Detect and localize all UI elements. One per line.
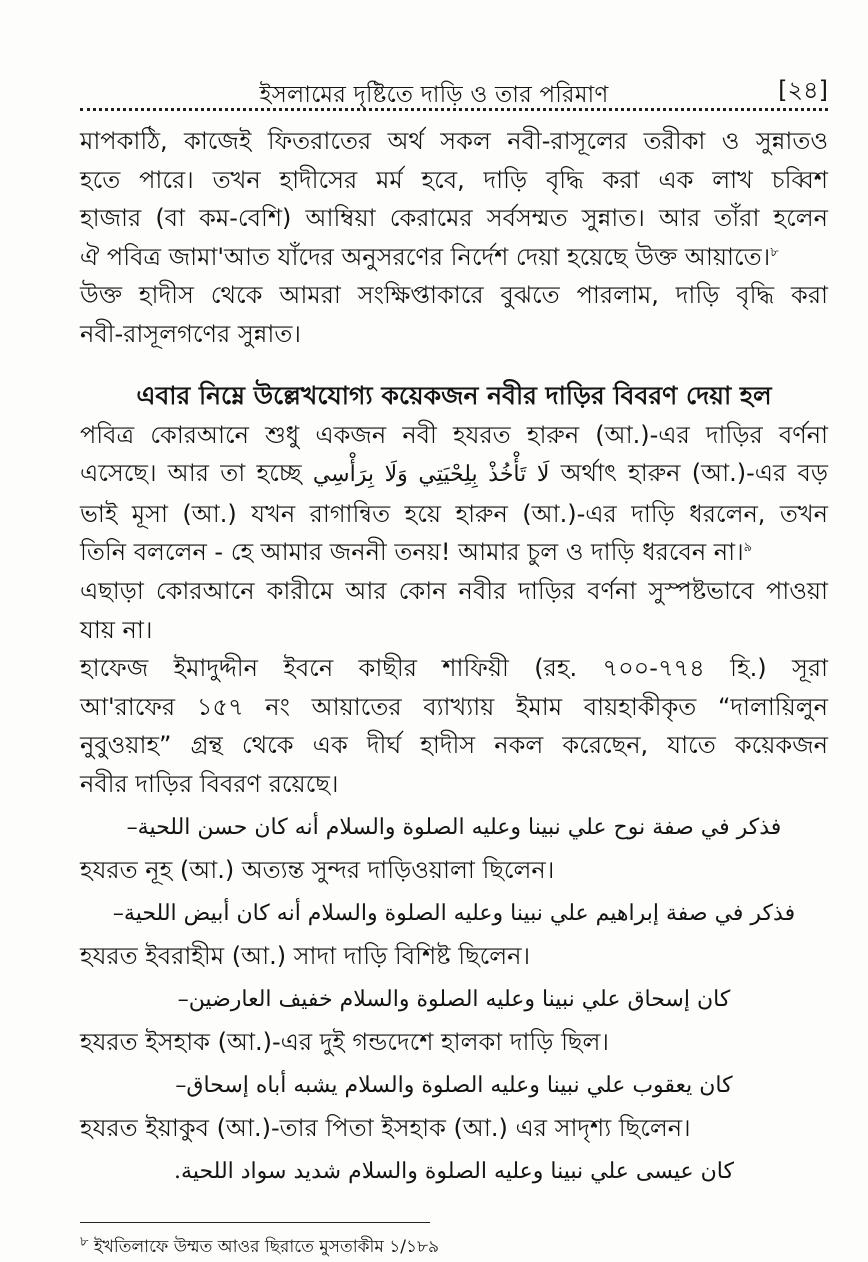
quote-translation: হযরত ইসহাক (আ.)-এর দুই গন্ডদেশে হালকা দাড়ি ছিল।: [80, 1027, 609, 1056]
text-line: এছাড়া কোরআনে কারীমে আর কোন নবীর দাড়ির বর্ণনা সুস্পষ্টভাবে পাওয়া: [80, 576, 828, 605]
text-segment: এসেছে। আর তা হচ্ছে: [80, 459, 302, 488]
text-line: নুবুওয়াহ” গ্রন্থ থেকে এক দীর্ঘ হাদীস নকল করেছেন, যাতে কয়েকজন: [80, 731, 828, 760]
text-line: নবীর দাড়ির বিবরণ রয়েছে।: [80, 769, 339, 798]
text-line: উক্ত হাদীস থেকে আমরা সংক্ষিপ্তাকারে বুঝতে পারলাম, দাড়ি বৃদ্ধি করা: [80, 281, 828, 310]
footnote-mark: ৮: [80, 1234, 89, 1250]
text-line: [80, 238, 828, 277]
page-number: [২৪]: [778, 76, 828, 104]
text-line-with-arabic: [80, 454, 828, 495]
text-line: নবী-রাসূলগণের সুন্নাত।: [80, 319, 301, 348]
quote-translation: হযরত ইবরাহীম (আ.) সাদা দাড়ি বিশিষ্ট ছিলেন।: [80, 941, 531, 970]
page-header: [80, 68, 828, 110]
quran-quote: لَا تَأْخُذْ بِلِحْيَتِي وَلَا بِرَأْسِي: [312, 462, 550, 488]
text-line-content: ঐ পবিত্র জামা'আত যাঁদের অনুসরণের নির্দেশ দেয়া হয়েছে উক্ত আয়াতে।: [80, 242, 771, 271]
paragraph-3: [80, 416, 828, 572]
paragraph-2: [80, 276, 828, 353]
text-line: হাফেজ ইমাদুদ্দীন ইবনে কাছীর শাফিয়ী (রহ. ৭০০-৭৭৪ হি.) সূরা: [80, 654, 828, 683]
text-line-content: তিনি বললেন - হে আমার জননী তনয়! আমার চুল ও দাড়ি ধরবেন না।: [80, 538, 744, 567]
footnote-text: ইখতিলাফে উম্মত আওর ছিরাতে মুসতাকীম ১/১৮৯: [93, 1237, 440, 1257]
text-line: [80, 533, 828, 572]
paragraph-1: [80, 122, 828, 276]
arabic-quote: كان عيسى علي نبينا وعليه الصلوة والسلام شديد سواد اللحية.: [174, 1158, 734, 1184]
arabic-quote: فذكر في صفة إبراهيم علي نبينا وعليه الصلوة والسلام أنه كان أبيض اللحية–: [112, 900, 796, 926]
footnote-rule: [80, 1222, 430, 1223]
arabic-quote: كان يعقوب علي نبينا وعليه الصلوة والسلام يشبه أباه إسحاق–: [175, 1072, 733, 1098]
arabic-quote: فذكر في صفة نوح علي نبينا وعليه الصلوة والسلام أنه كان حسن اللحية–: [126, 814, 782, 840]
section-heading: এবার নিম্নে উল্লেখযোগ্য কয়েকজন নবীর দাড়ির বিবরণ দেয়া হল: [136, 380, 772, 410]
quote-4: [80, 1064, 828, 1148]
arabic-quote: كان إسحاق علي نبينا وعليه الصلوة والسلام خفيف العارضين–: [177, 986, 731, 1012]
quote-2: [80, 892, 828, 976]
text-line: আ'রাফের ১৫৭ নং আয়াতের ব্যাখ্যায় ইমাম বায়হাকীকৃত “দালায়িলুন: [80, 692, 828, 721]
text-line: হাজার (বা কম-বেশি) আম্বিয়া কেরামের সর্বসম্মত সুন্নাত। আর তাঁরা হলেন: [80, 204, 828, 233]
quote-5: [80, 1150, 828, 1194]
quote-3: [80, 978, 828, 1062]
quote-translation: হযরত ইয়াকুব (আ.)-তার পিতা ইসহাক (আ.) এর সাদৃশ্য ছিলেন।: [80, 1113, 691, 1142]
text-line: ভাই মূসা (আ.) যখন রাগান্বিত হয়ে হারুন (আ.)-এর দাড়ি ধরলেন, তখন: [80, 499, 828, 528]
text-line: পবিত্র কোরআনে শুধু একজন নবী হযরত হারুন (আ.)-এর দাড়ির বর্ণনা: [80, 420, 828, 449]
paragraph-4: [80, 572, 828, 649]
header-dotted-rule: [80, 108, 828, 111]
text-segment: অর্থাৎ হারুন (আ.)-এর বড়: [560, 459, 828, 488]
quote-1: [80, 806, 828, 890]
footnote-reference: ৮: [770, 244, 779, 260]
paragraph-5: [80, 649, 828, 803]
running-title: ইসলামের দৃষ্টিতে দাড়ি ও তার পরিমাণ: [259, 82, 609, 108]
footnote-reference: ৯: [743, 540, 753, 556]
text-line: যায় না।: [80, 615, 153, 644]
page-body: [80, 122, 828, 1194]
text-line: হতে পারে। তখন হাদীসের মর্ম হবে, দাড়ি বৃদ্ধি করা এক লাখ চব্বিশ: [80, 165, 828, 194]
quote-translation: হযরত নূহ (আ.) অত্যন্ত সুন্দর দাড়িওয়ালা ছিলেন।: [80, 855, 555, 884]
text-line: মাপকাঠি, কাজেই ফিতরাতের অর্থ সকল নবী-রাসূলের তরীকা ও সুন্নাতও: [80, 127, 828, 155]
